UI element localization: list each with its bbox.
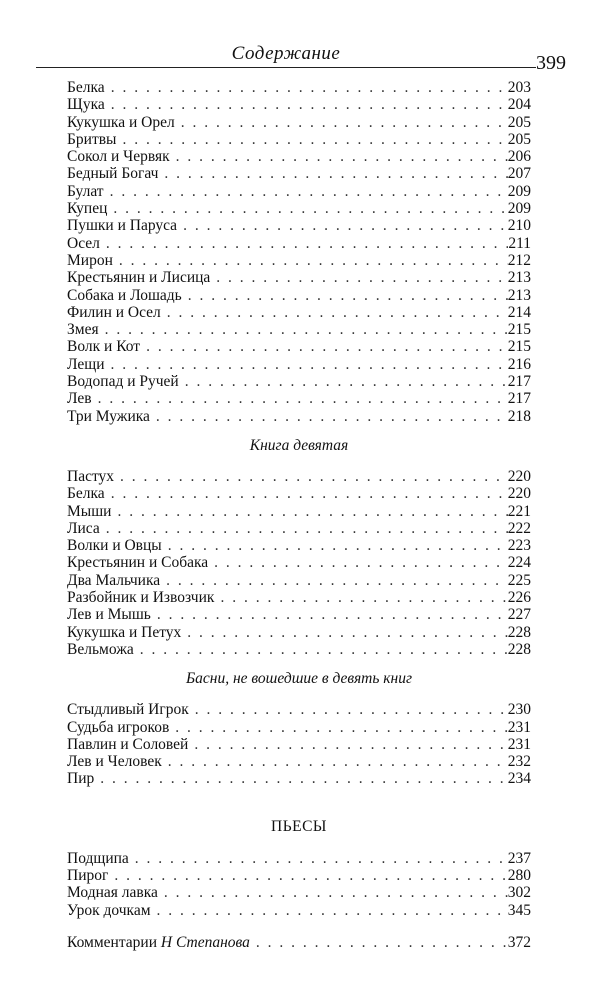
toc-entry-page: 212 xyxy=(507,251,531,269)
dot-leader xyxy=(151,606,508,623)
toc-entry-page: 213 xyxy=(507,269,531,287)
page-header xyxy=(36,43,566,74)
dot-leader xyxy=(158,884,508,901)
dot-leader xyxy=(170,148,508,165)
dot-leader xyxy=(140,338,508,355)
toc-entry-title: Стыдливый Игрок xyxy=(67,701,189,719)
dot-leader xyxy=(189,701,508,718)
toc-entry xyxy=(67,183,531,200)
toc-entry-title: Филин и Осел xyxy=(67,303,161,321)
toc-entry-title: Щука xyxy=(67,96,105,114)
toc-entry-page: 204 xyxy=(507,96,531,114)
toc-entry xyxy=(67,719,531,736)
toc-entry-page: 215 xyxy=(507,321,531,339)
toc-entry xyxy=(67,753,531,770)
toc-entry xyxy=(67,520,531,537)
toc-entry-title: Кукушка и Петух xyxy=(67,623,182,641)
toc-entry-page: 228 xyxy=(507,640,531,658)
toc-entry xyxy=(67,96,531,113)
toc-entry xyxy=(67,736,531,753)
toc-entry-page: 220 xyxy=(507,485,531,503)
dot-leader xyxy=(161,304,508,321)
dot-leader xyxy=(105,485,508,502)
toc-entry xyxy=(67,148,531,165)
toc-entry xyxy=(67,356,531,373)
dot-leader xyxy=(129,850,508,867)
toc-entry xyxy=(67,554,531,571)
toc-entry-title: Пир xyxy=(67,770,95,788)
toc-entry-title: Змея xyxy=(67,321,99,339)
toc-entry-page: 215 xyxy=(507,338,531,356)
toc-entry-title: Собака и Лошадь xyxy=(67,286,182,304)
toc-entry-page: 217 xyxy=(507,390,531,408)
toc-entry-title: Пушки и Паруса xyxy=(67,217,178,235)
toc-entry xyxy=(67,641,531,658)
toc-entry-title: Разбойник и Извозчик xyxy=(67,589,215,607)
toc-entry-page: 213 xyxy=(507,286,531,304)
toc-entry-page: 218 xyxy=(507,407,531,425)
dot-leader xyxy=(99,321,508,338)
toc-entry-title: Пирог xyxy=(67,866,109,884)
dot-leader xyxy=(179,373,508,390)
section-title-book9: Книга девятая xyxy=(249,436,349,454)
dot-leader xyxy=(105,356,508,373)
dot-leader xyxy=(113,252,508,269)
dot-leader xyxy=(250,934,508,951)
toc-entry-title: Два Мальчика xyxy=(67,571,161,589)
dot-leader xyxy=(116,131,507,148)
toc-entry xyxy=(67,114,531,131)
toc-entry-title: Урок дочкам xyxy=(67,901,151,919)
dot-leader xyxy=(210,269,507,286)
toc-entry xyxy=(67,252,531,269)
toc-entry xyxy=(67,304,531,321)
dot-leader xyxy=(100,235,508,252)
toc-entry-title: Белка xyxy=(67,79,105,96)
toc-group-book9 xyxy=(67,468,531,658)
dot-leader xyxy=(150,408,508,425)
toc-entry-title: Бедный Богач xyxy=(67,165,159,183)
toc-entry-page: 205 xyxy=(507,113,531,131)
toc-entry-page: 372 xyxy=(507,933,531,951)
dot-leader xyxy=(162,753,508,770)
dot-leader xyxy=(182,287,508,304)
dot-leader xyxy=(107,200,507,217)
toc-entry-title: Вельможа xyxy=(67,640,134,658)
dot-leader xyxy=(160,572,508,589)
toc-entry-page: 211 xyxy=(508,234,531,252)
toc-entry xyxy=(67,701,531,718)
running-title: Содержание xyxy=(231,43,341,64)
toc-entry-page: 230 xyxy=(507,701,531,719)
toc-entry-title: Три Мужика xyxy=(67,407,150,425)
toc-group-book8 xyxy=(67,79,531,425)
toc-entry-page: 302 xyxy=(507,884,531,902)
toc-entry xyxy=(67,390,531,407)
toc-entry xyxy=(67,624,531,641)
toc-entry-page: 226 xyxy=(507,589,531,607)
toc-entry-title: Крестьянин и Собака xyxy=(67,554,209,572)
dot-leader xyxy=(92,390,508,407)
commentary-label: Комментарии xyxy=(67,933,157,951)
dot-leader xyxy=(108,867,507,884)
dot-leader xyxy=(158,165,507,182)
toc-entry-title: Осел xyxy=(67,234,100,252)
toc-entry-title: Булат xyxy=(67,182,104,200)
dot-leader xyxy=(175,114,508,131)
toc-entry-page: 227 xyxy=(507,606,531,624)
toc-entry xyxy=(67,131,531,148)
toc-entry-page: 280 xyxy=(507,866,531,884)
toc-entry-page: 228 xyxy=(507,623,531,641)
toc-entry-page: 216 xyxy=(507,355,531,373)
toc-entry-page: 237 xyxy=(507,849,531,867)
toc-entry-title: Лиса xyxy=(67,519,100,537)
toc-group-plays xyxy=(67,850,531,919)
toc xyxy=(67,79,531,951)
toc-entry xyxy=(67,235,531,252)
toc-entry-title: Мирон xyxy=(67,251,113,269)
toc-entry-title: Мыши xyxy=(67,502,112,520)
toc-entry-title: Водопад и Ручей xyxy=(67,373,179,391)
toc-entry-title: Волк и Кот xyxy=(67,338,141,356)
toc-entry-title: Крестьянин и Лисица xyxy=(67,269,211,287)
toc-entry-page: 220 xyxy=(507,467,531,485)
toc-entry-title: Судьба игроков xyxy=(67,718,170,736)
toc-entry xyxy=(67,287,531,304)
toc-entry xyxy=(67,321,531,338)
dot-leader xyxy=(105,96,508,113)
toc-entry xyxy=(67,606,531,623)
section-title-plays: ПЬЕСЫ xyxy=(271,817,327,835)
page-number: 399 xyxy=(536,52,566,74)
toc-entry-page: 345 xyxy=(507,901,531,919)
section-title-extra-fables: Басни, не вошедшие в девять книг xyxy=(185,670,413,688)
toc-entry xyxy=(67,572,531,589)
toc-entry-title: Волки и Овцы xyxy=(67,537,162,555)
toc-entry-page: 223 xyxy=(507,537,531,555)
toc-entry-page: 232 xyxy=(507,753,531,771)
toc-entry-page: 209 xyxy=(507,200,531,218)
toc-entry xyxy=(67,468,531,485)
toc-entry-page: 210 xyxy=(507,217,531,235)
toc-entry-title: Сокол и Червяк xyxy=(67,148,170,166)
toc-entry-title: Пастух xyxy=(67,467,115,485)
commentary-author: Н Степанова xyxy=(160,933,250,951)
dot-leader xyxy=(214,589,507,606)
dot-leader xyxy=(169,719,507,736)
toc-entry xyxy=(67,338,531,355)
dot-leader xyxy=(181,624,507,641)
toc-entry-title: Лев и Мышь xyxy=(67,606,151,624)
toc-entry-title: Подщипа xyxy=(67,849,129,867)
toc-entry-page: 221 xyxy=(507,502,531,520)
toc-entry-title: Бритвы xyxy=(67,130,117,148)
toc-entry xyxy=(67,589,531,606)
toc-entry xyxy=(67,503,531,520)
toc-entry-title: Лещи xyxy=(67,355,105,373)
toc-entry xyxy=(67,373,531,390)
dot-leader xyxy=(105,79,508,96)
toc-entry-page: 214 xyxy=(507,303,531,321)
dot-leader xyxy=(114,468,508,485)
dot-leader xyxy=(177,217,508,234)
dot-leader xyxy=(111,503,507,520)
toc-entry-page: 231 xyxy=(507,735,531,753)
toc-entry-page: 231 xyxy=(507,718,531,736)
toc-entry-title: Модная лавка xyxy=(67,884,158,902)
toc-entry xyxy=(67,884,531,901)
toc-entry-title: Лев xyxy=(67,390,92,408)
header-rule xyxy=(36,67,536,68)
toc-entry-page: 205 xyxy=(507,130,531,148)
dot-leader xyxy=(134,641,508,658)
dot-leader xyxy=(94,770,508,787)
dot-leader xyxy=(188,736,507,753)
toc-group-extra-fables xyxy=(67,701,531,787)
toc-entry-title: Белка xyxy=(67,485,105,503)
toc-entry-page: 207 xyxy=(507,165,531,183)
dot-leader xyxy=(208,554,508,571)
toc-entry xyxy=(67,485,531,502)
dot-leader xyxy=(104,183,508,200)
toc-entry-page: 234 xyxy=(507,770,531,788)
toc-entry-page: 206 xyxy=(507,148,531,166)
toc-entry-commentary xyxy=(67,934,531,951)
toc-entry xyxy=(67,867,531,884)
toc-entry-page: 224 xyxy=(507,554,531,572)
toc-entry xyxy=(67,200,531,217)
toc-entry-page: 217 xyxy=(507,373,531,391)
toc-entry xyxy=(67,79,531,96)
toc-entry-page: 203 xyxy=(507,79,531,96)
toc-entry-page: 225 xyxy=(507,571,531,589)
toc-entry xyxy=(67,850,531,867)
toc-entry-title: Купец xyxy=(67,200,108,218)
toc-entry xyxy=(67,537,531,554)
toc-entry xyxy=(67,217,531,234)
dot-leader xyxy=(151,902,508,919)
toc-entry-page: 209 xyxy=(507,182,531,200)
toc-entry xyxy=(67,770,531,787)
toc-entry xyxy=(67,902,531,919)
dot-leader xyxy=(162,537,508,554)
toc-entry-title: Кукушка и Орел xyxy=(67,113,175,131)
toc-entry xyxy=(67,269,531,286)
toc-entry-page: 222 xyxy=(507,519,531,537)
toc-entry-title xyxy=(67,934,250,951)
toc-entry-title: Павлин и Соловей xyxy=(67,735,189,753)
toc-entry-title: Лев и Человек xyxy=(67,753,162,771)
toc-entry xyxy=(67,408,531,425)
toc-entry xyxy=(67,165,531,182)
dot-leader xyxy=(100,520,508,537)
